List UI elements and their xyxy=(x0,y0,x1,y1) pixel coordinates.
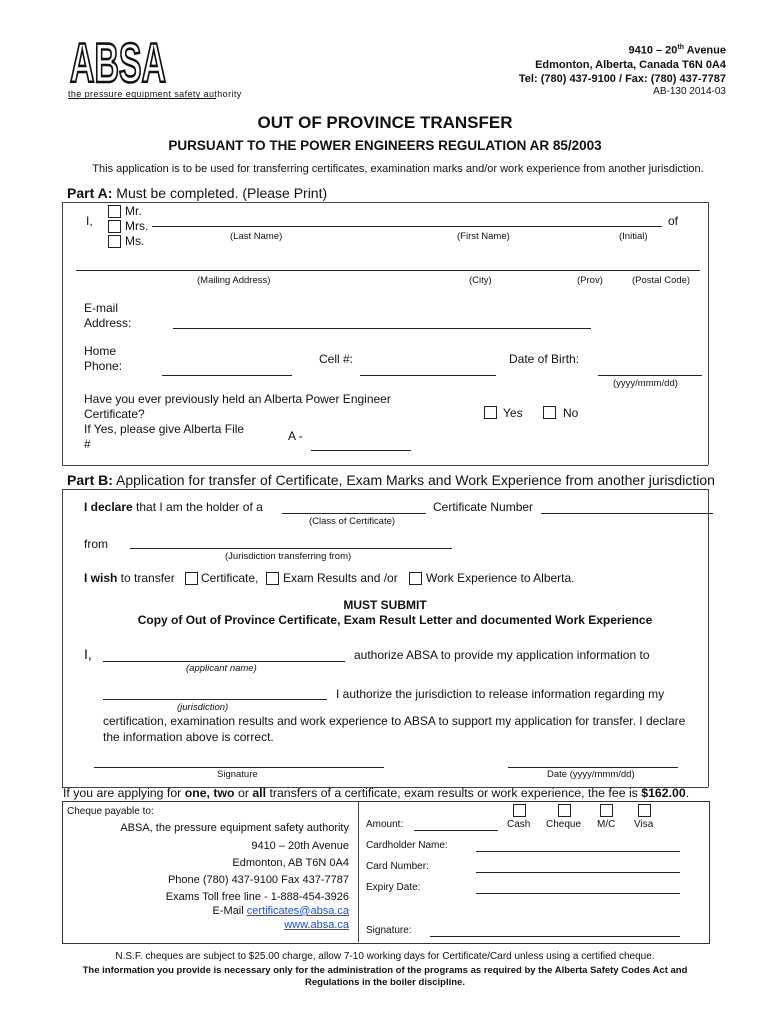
first-name-label: (First Name) xyxy=(457,231,510,242)
title-mrs-label: Mrs. xyxy=(125,219,149,233)
title-ms-label: Ms. xyxy=(125,234,145,248)
class-label: (Class of Certificate) xyxy=(309,516,396,527)
address-line-1: 9410 – 20th Avenue xyxy=(628,44,726,57)
part-a-heading: Part A: Must be completed. (Please Print) xyxy=(67,185,328,201)
email-label-1: E-mail xyxy=(84,301,119,315)
from-label: from xyxy=(84,537,108,551)
cell-field[interactable] xyxy=(360,375,496,376)
exams-toll-free: Exams Toll free line - 1-888-454-3926 xyxy=(165,891,349,903)
postal-code-label: (Postal Code) xyxy=(632,275,691,286)
title-ms-checkbox[interactable] xyxy=(108,235,121,248)
payee-address-2: Edmonton, AB T6N 0A4 xyxy=(232,857,349,869)
jurisdiction-field[interactable] xyxy=(103,699,327,700)
last-name-label: (Last Name) xyxy=(230,231,283,242)
absa-logo-mark xyxy=(68,34,168,86)
card-number-field[interactable] xyxy=(476,872,680,873)
yes-label: Yes xyxy=(503,406,523,420)
exam-option-label: Exam Results and /or xyxy=(283,571,398,585)
payee-phone: Phone (780) 437-9100 Fax 437-7787 xyxy=(167,874,349,886)
question-line-1: Have you ever previously held an Alberta Power Engineer xyxy=(84,392,391,406)
email-label-2: Address: xyxy=(84,316,132,330)
work-option-label: Work Experience to Alberta. xyxy=(426,571,575,585)
wish-text: I wish to transfer xyxy=(84,571,175,585)
payee-email: E-Mail certificates@absa.ca xyxy=(212,905,349,917)
payee-name: ABSA, the pressure equipment safety authority xyxy=(120,822,349,834)
website-link[interactable]: www.absa.ca xyxy=(284,919,349,931)
visa-label: Visa xyxy=(634,819,654,830)
mc-label: M/C xyxy=(597,819,616,830)
dob-format-label: (yyyy/mmm/dd) xyxy=(613,378,678,389)
logo-text: ABSA xyxy=(70,34,166,86)
cheque-payable-label: Cheque payable to: xyxy=(67,806,154,817)
question-line-2: Certificate? xyxy=(84,407,145,421)
work-experience-checkbox[interactable] xyxy=(409,572,422,585)
prov-label: (Prov) xyxy=(577,275,603,286)
of-label: of xyxy=(668,214,679,228)
form-code: AB-130 2014-03 xyxy=(653,86,726,97)
authorize-i-label: I, xyxy=(84,646,92,662)
city-label: (City) xyxy=(469,275,492,286)
exam-results-checkbox[interactable] xyxy=(266,572,279,585)
logo-tagline: the pressure equipment safety authority xyxy=(68,89,242,99)
date-label: Date (yyyy/mmm/dd) xyxy=(547,769,635,780)
card-number-label: Card Number: xyxy=(366,861,429,872)
mailing-address-label: (Mailing Address) xyxy=(197,275,271,286)
no-label: No xyxy=(563,406,579,420)
applicant-name-label: (applicant name) xyxy=(186,663,257,674)
cardholder-label: Cardholder Name: xyxy=(366,840,448,851)
cash-checkbox[interactable] xyxy=(513,804,526,817)
cert-number-label: Certificate Number xyxy=(433,500,534,514)
signature-label: Signature xyxy=(217,769,258,780)
fee-statement: If you are applying for one, two or all transfers of a certificate, exam results or work experience, the fee is $162.00. xyxy=(63,786,690,800)
no-checkbox[interactable] xyxy=(543,406,556,419)
cell-label: Cell #: xyxy=(319,352,354,366)
home-phone-label-1: Home xyxy=(84,344,117,358)
home-phone-field[interactable] xyxy=(162,375,292,376)
part-b-heading: Part B: Application for transfer of Certificate, Exam Marks and Work Experience from another jurisdiction xyxy=(67,472,715,488)
date-field[interactable] xyxy=(508,767,678,768)
jurisdiction-from-label: (Jurisdiction transferring from) xyxy=(225,551,352,562)
cheque-checkbox[interactable] xyxy=(558,804,571,817)
payment-signature-label: Signature: xyxy=(366,925,412,936)
amount-field[interactable] xyxy=(414,830,498,831)
address-line-3: Tel: (780) 437-9100 / Fax: (780) 437-7787 xyxy=(518,73,726,85)
authorize-jurisdiction-text: I authorize the jurisdiction to release information regarding my xyxy=(336,687,665,701)
jurisdiction-label: (jurisdiction) xyxy=(177,702,229,713)
certification-text-2: the information above is correct. xyxy=(103,730,274,744)
title-mr-label: Mr. xyxy=(125,204,142,218)
page-title: OUT OF PROVINCE TRANSFER xyxy=(257,113,513,132)
title-mr-checkbox[interactable] xyxy=(108,205,121,218)
email-field[interactable] xyxy=(173,328,591,329)
address-line-2: Edmonton, Alberta, Canada T6N 0A4 xyxy=(535,59,726,71)
cardholder-field[interactable] xyxy=(476,851,680,852)
certificate-option-label: Certificate, xyxy=(201,571,259,585)
authorize-absa-text: authorize ABSA to provide my application information to xyxy=(354,648,650,662)
cash-label: Cash xyxy=(507,819,531,830)
certificate-number-field[interactable] xyxy=(541,513,713,514)
file-label-1: If Yes, please give Alberta File xyxy=(84,422,245,436)
initial-label: (Initial) xyxy=(619,231,648,242)
payee-address-1: 9410 – 20th Avenue xyxy=(251,840,349,852)
must-submit: MUST SUBMIT xyxy=(343,598,427,612)
dob-label: Date of Birth: xyxy=(509,352,580,366)
home-phone-label-2: Phone: xyxy=(84,359,123,373)
email-link[interactable]: certificates@absa.ca xyxy=(246,905,349,917)
yes-checkbox[interactable] xyxy=(484,406,497,419)
i-label: I, xyxy=(86,214,93,228)
name-field[interactable] xyxy=(152,226,662,227)
jurisdiction-from-field[interactable] xyxy=(130,548,452,549)
cheque-label: Cheque xyxy=(546,819,582,830)
mailing-address-field[interactable] xyxy=(76,270,700,271)
certificate-class-field[interactable] xyxy=(282,513,426,514)
copy-requirement: Copy of Out of Province Certificate, Exam Result Letter and documented Work Experience xyxy=(137,613,653,627)
title-mrs-checkbox[interactable] xyxy=(108,220,121,233)
nsf-note: N.S.F. cheques are subject to $25.00 charge, allow 7-10 working days for Certificate/Card unless using a certified cheque. xyxy=(115,951,655,962)
info-note-2: Regulations in the boiler discipline. xyxy=(305,977,465,988)
visa-checkbox[interactable] xyxy=(638,804,651,817)
intro-text: This application is to be used for transferring certificates, examination marks and/or work experience from another jurisdiction. xyxy=(92,163,704,175)
amount-label: Amount: xyxy=(366,819,404,830)
dob-field[interactable] xyxy=(598,375,702,376)
declare-text: I declare that I am the holder of a xyxy=(84,500,263,514)
payment-signature-field[interactable] xyxy=(430,936,680,937)
signature-field[interactable] xyxy=(94,767,384,768)
payee-website xyxy=(284,919,349,931)
expiry-label: Expiry Date: xyxy=(366,882,421,893)
info-note-1: The information you provide is necessary only for the administration of the programs as required by the Alberta Safety Codes Act and xyxy=(82,965,688,976)
certification-text-1: certification, examination results and work experience to ABSA to support my application for transfer. I declare xyxy=(103,714,686,728)
certificate-checkbox[interactable] xyxy=(185,572,198,585)
applicant-name-field[interactable] xyxy=(103,661,345,662)
expiry-field[interactable] xyxy=(476,893,680,894)
file-prefix: A - xyxy=(288,429,303,443)
file-number-field[interactable] xyxy=(311,450,411,451)
mc-checkbox[interactable] xyxy=(600,804,613,817)
file-label-2: # xyxy=(84,437,91,451)
page-subtitle: PURSUANT TO THE POWER ENGINEERS REGULATION AR 85/2003 xyxy=(168,138,602,153)
